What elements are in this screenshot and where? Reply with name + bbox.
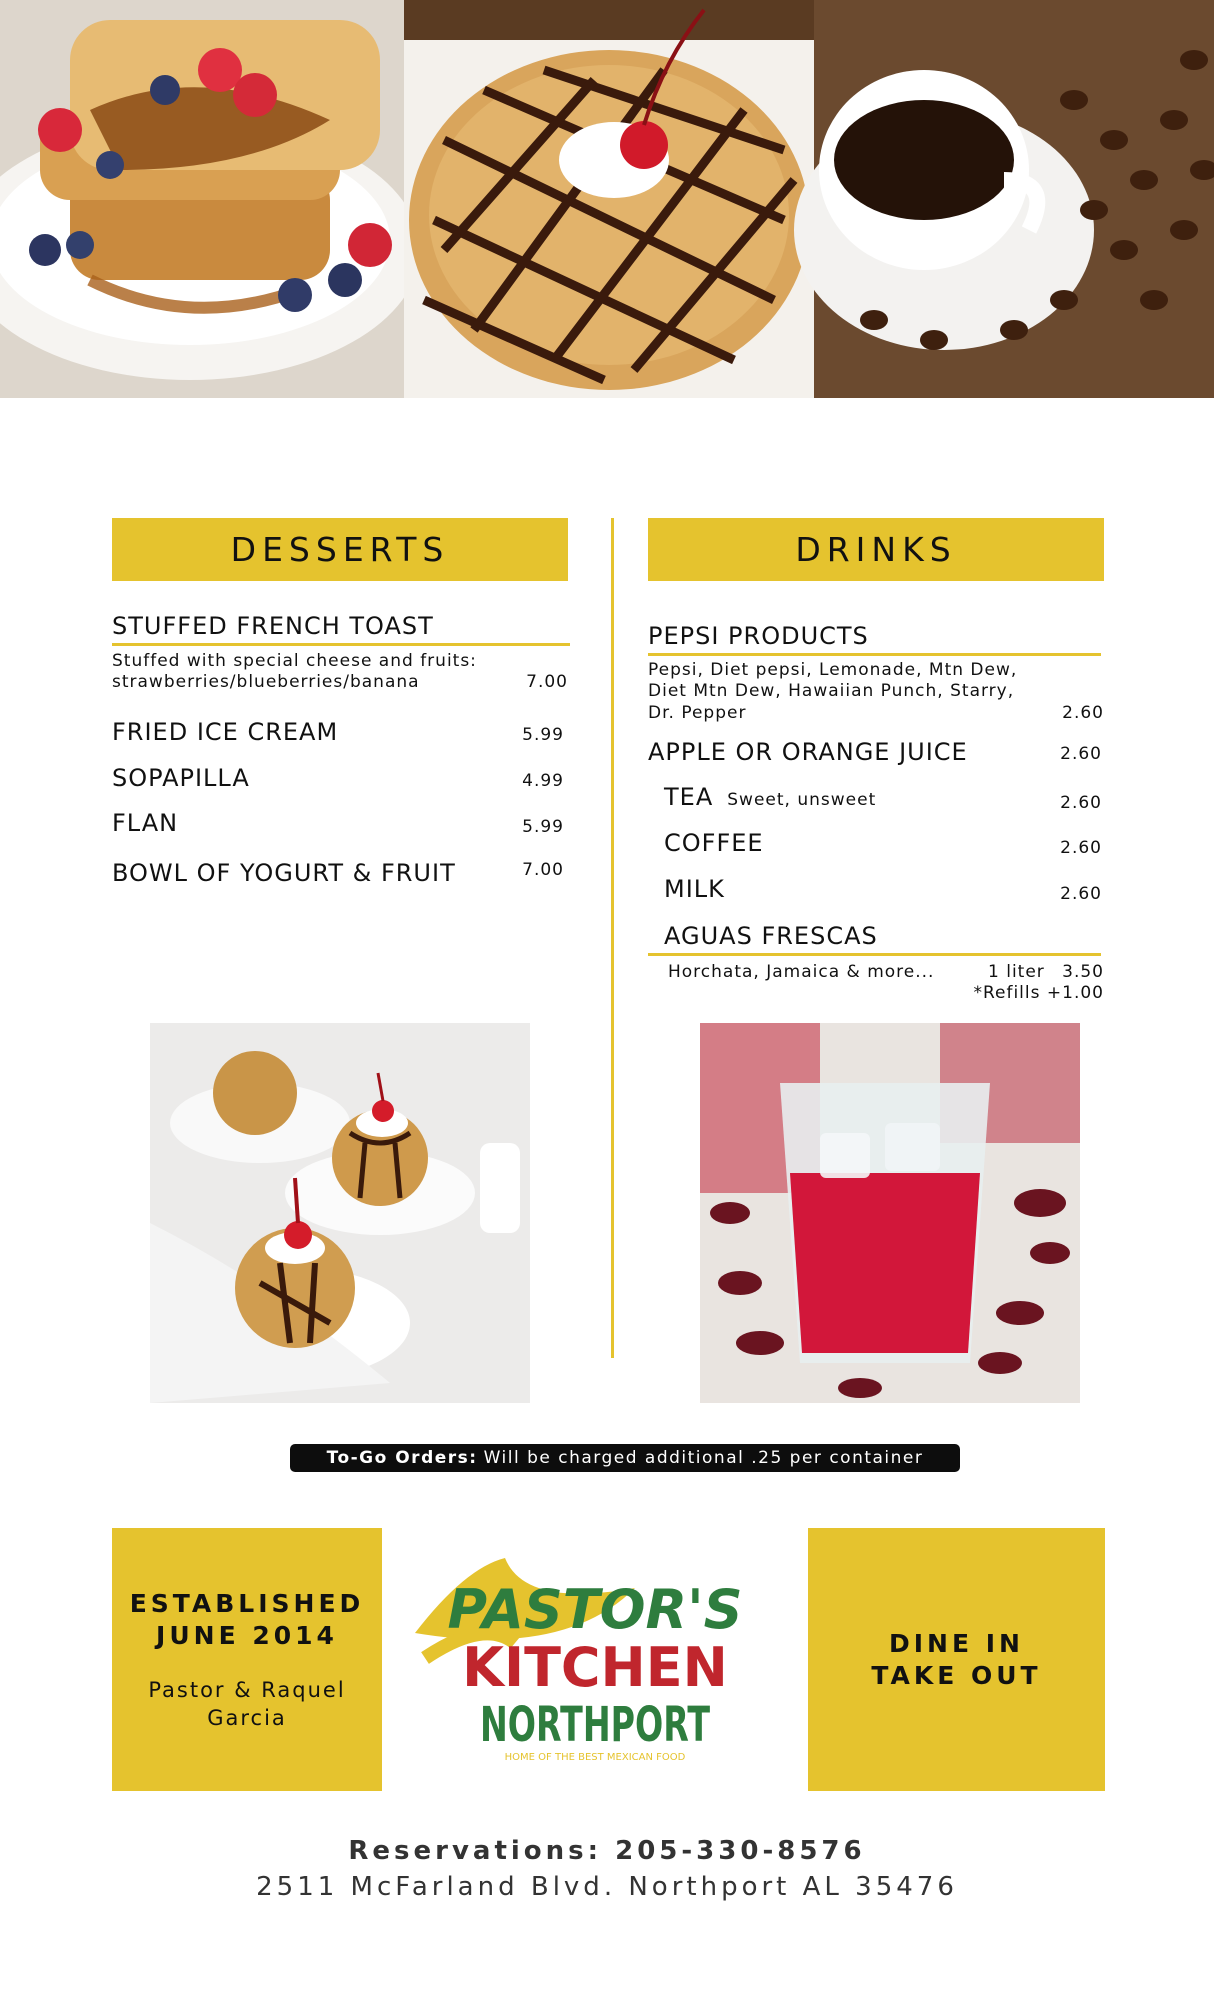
french-toast-photo (0, 0, 404, 398)
drink-item-description: Pepsi, Diet pepsi, Lemonade, Mtn Dew, (648, 660, 1018, 680)
togo-orders-banner (290, 1444, 960, 1472)
reservations-phone: Reservations: 205-330-8576 (348, 1836, 866, 1866)
dessert-item-name: STUFFED FRENCH TOAST (112, 612, 434, 640)
drink-item-name: PEPSI PRODUCTS (648, 622, 869, 650)
dessert-item-name: FRIED ICE CREAM (112, 718, 339, 746)
dessert-item-description: strawberries/blueberries/banana (112, 672, 420, 692)
drink-item-price: 2.60 (1062, 703, 1104, 723)
churro-pancake-photo (404, 0, 814, 398)
drink-item-name: MILK (664, 875, 725, 903)
dessert-item-name: SOPAPILLA (112, 764, 250, 792)
take-out-label: TAKE OUT (871, 1660, 1042, 1690)
dessert-item-name: BOWL OF YOGURT & FRUIT (112, 859, 456, 887)
logo-tagline: HOME OF THE BEST MEXICAN FOOD (504, 1752, 686, 1763)
drink-item-price: 2.60 (1060, 838, 1102, 858)
drink-item-name: COFFEE (664, 829, 764, 857)
drink-item-name (664, 783, 876, 811)
drink-item-description: Horchata, Jamaica & more... (668, 962, 935, 982)
dessert-item-price: 7.00 (526, 672, 568, 692)
drink-refills-note: *Refills +1.00 (973, 983, 1104, 1003)
drink-item-subdescription: Sweet, unsweet (727, 790, 877, 810)
dessert-item-name: FLAN (112, 809, 179, 837)
drink-item-price: 2.60 (1060, 793, 1102, 813)
drink-item-price: 2.60 (1060, 884, 1102, 904)
dessert-item-price: 7.00 (522, 860, 564, 880)
logo-line-2: KITCHEN (462, 1636, 728, 1699)
togo-orders-text: Will be charged additional .25 per container (483, 1448, 924, 1468)
drink-item-name: APPLE OR ORANGE JUICE (648, 738, 968, 766)
dine-in-label: DINE IN (889, 1628, 1024, 1658)
dessert-item-price: 4.99 (522, 771, 564, 791)
dessert-item-price: 5.99 (522, 817, 564, 837)
togo-orders-label: To-Go Orders: (326, 1448, 478, 1468)
pastors-kitchen-logo (405, 1548, 775, 1773)
drink-item-description: Dr. Pepper (648, 703, 747, 723)
dessert-item-price: 5.99 (522, 725, 564, 745)
drink-item-description: Diet Mtn Dew, Hawaiian Punch, Starry, (648, 681, 1015, 701)
dessert-item-rule (112, 643, 570, 646)
drink-item-name: AGUAS FRESCAS (664, 922, 878, 950)
owners-line: Pastor & Raquel (148, 1677, 346, 1702)
owners-name (148, 1676, 345, 1732)
desserts-header (112, 518, 568, 581)
drink-item-price: 2.60 (1060, 744, 1102, 764)
drink-item-rule (648, 953, 1101, 956)
coffee-photo (814, 0, 1214, 398)
drink-item-size: 1 liter (988, 962, 1045, 982)
logo-line-3: NORTHPORT (480, 1697, 711, 1753)
drinks-header (648, 518, 1104, 581)
dessert-item-description: Stuffed with special cheese and fruits: (112, 651, 477, 671)
drink-item-price: 3.50 (1062, 962, 1104, 982)
fried-ice-cream-photo (150, 1023, 530, 1403)
restaurant-address: 2511 McFarland Blvd. Northport AL 35476 (256, 1872, 958, 1902)
drink-item-label: TEA (664, 783, 714, 811)
logo-line-1: PASTOR'S (447, 1578, 743, 1641)
established-box (112, 1528, 382, 1791)
owners-line: Garcia (207, 1705, 287, 1730)
desserts-header-label: DESSERTS (230, 530, 450, 569)
column-divider (611, 518, 614, 1358)
jamaica-drink-photo (700, 1023, 1080, 1403)
established-date: JUNE 2014 (156, 1620, 338, 1650)
service-box (808, 1528, 1105, 1791)
established-line: ESTABLISHED (129, 1588, 365, 1618)
drinks-header-label: DRINKS (795, 530, 957, 569)
drink-item-rule (648, 653, 1101, 656)
